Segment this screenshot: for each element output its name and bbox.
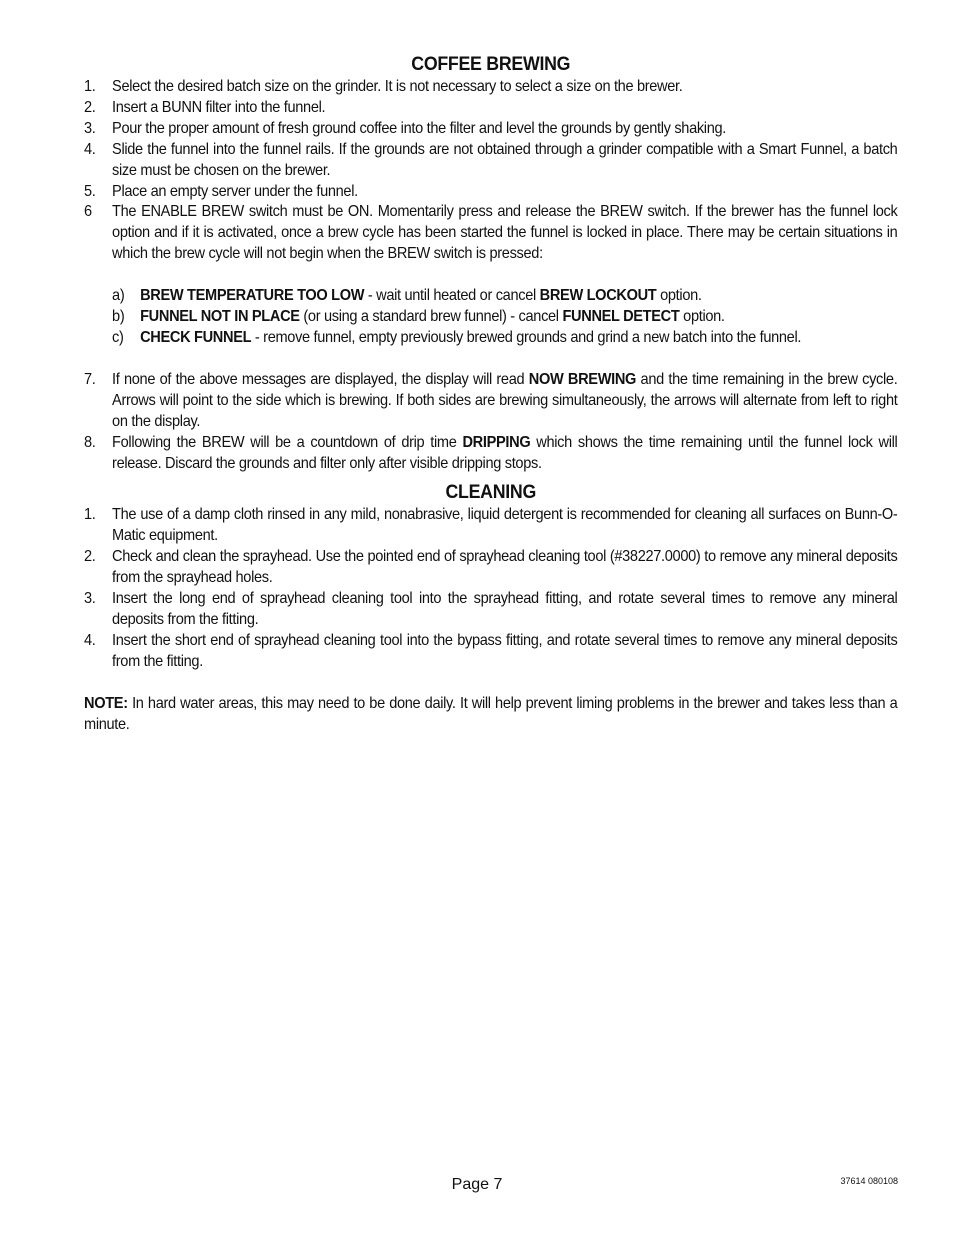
document-code: 37614 080108 (840, 1176, 898, 1186)
page-number: Page 7 (451, 1176, 503, 1193)
brewing-step-5: 5. Place an empty server under the funnel. (84, 182, 358, 200)
condition-b: b) FUNNEL NOT IN PLACE (or using a standard brew funnel) - cancel FUNNEL DETECT option. (112, 308, 725, 326)
brewing-step-3: 3. Pour the proper amount of fresh ground coffee into the filter and level the grounds by gently shaking. (84, 119, 727, 137)
note-label: NOTE: (84, 694, 128, 712)
condition-a: a) BREW TEMPERATURE TOO LOW - wait until heated or cancel BREW LOCKOUT option. (112, 287, 702, 305)
coffee-brewing-heading: COFFEE BREWING (411, 54, 571, 75)
cleaning-step-1: 1. The use of a damp cloth rinsed in any mild, nonabrasive, liquid detergent is recommended for cleaning all surfaces on Bunn-O-Matic equipment. (84, 506, 898, 545)
brewing-steps-list (84, 77, 897, 474)
cleaning-step-3: 3. Insert the long end of sprayhead cleaning tool into the sprayhead fitting, and rotate several times to remove any mineral deposits from the fitting. (84, 590, 898, 628)
brewing-step-4: 4. Slide the funnel into the funnel rails. If the grounds are not obtained through a grinder compatible with a Smart Funnel, a batch size must be chosen on the brewer. (84, 140, 898, 179)
brewing-step-6: 6 The ENABLE BREW switch must be ON. Momentarily press and release the BREW switch. If the brewer has the funnel lock option and if it is activated, once a brew cycle has been started the funnel is locked in place. There may be certain situations in which the brew cycle will not begin when the BREW switch is pressed: a) BREW TEMPERATURE TOO LOW - wait until heated or cancel BREW LOCKOUT option. b) FUNNEL NOT IN PLACE (or using a standard brew funnel) - cancel FUNNEL DETECT option. c) CHECK FUNNEL - remove funnel, empty previously brewed grounds and grind a new batch into the funnel. (84, 202, 897, 348)
condition-c: c) CHECK FUNNEL - remove funnel, empty previously brewed grounds and grind a new batch into the funnel. (112, 328, 802, 346)
cleaning-steps-list (84, 505, 897, 672)
brewing-step-1: 1. Select the desired batch size on the grinder. It is not necessary to select a size on the brewer. (84, 78, 683, 95)
note-text: In hard water areas, this may need to be done daily. It will help prevent liming problems in the brewer and takes less than a minute. (84, 694, 898, 733)
cleaning-step-2: 2. Check and clean the sprayhead. Use the pointed end of sprayhead cleaning tool (#38227.0000) to remove any mineral deposits from the sprayhead holes. (84, 548, 898, 587)
cleaning-heading: CLEANING (445, 482, 536, 504)
note-paragraph (84, 694, 897, 736)
brewing-step-2: 2. Insert a BUNN filter into the funnel. (84, 98, 326, 116)
brewing-step-8: 8. Following the BREW will be a countdown of drip time DRIPPING which shows the time remaining until the funnel lock will release. Discard the grounds and filter only after visible dripping stops. (84, 433, 898, 472)
brew-conditions-list (112, 286, 897, 349)
cleaning-step-4: 4. Insert the short end of sprayhead cleaning tool into the bypass fitting, and rotate several times to remove any mineral deposits from the fitting. (84, 631, 898, 670)
brewing-step-7: 7. If none of the above messages are displayed, the display will read NOW BREWING and the time remaining in the brew cycle. Arrows will point to the side which is brewing. If both sides are brewing simultaneously, the arrows will alternate from left to right on the display. (84, 370, 898, 430)
document-page (84, 53, 897, 751)
